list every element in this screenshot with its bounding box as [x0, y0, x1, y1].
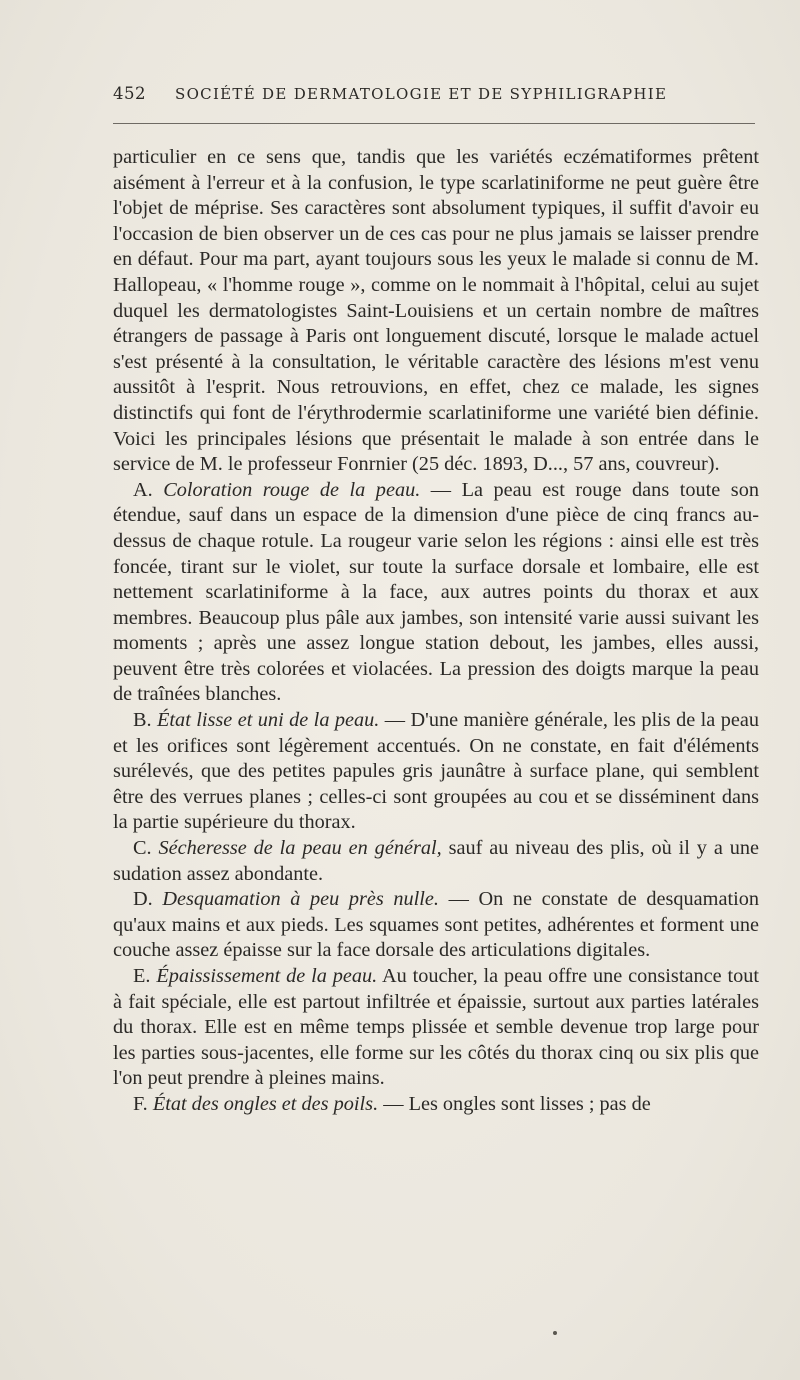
section-letter: E.: [133, 965, 151, 987]
section-f: [113, 1092, 759, 1118]
section-letter: B.: [133, 709, 152, 732]
section-title: État des ongles et des poils.: [152, 1092, 379, 1115]
header-rule: [113, 123, 755, 124]
section-text: — Les ongles sont lisses ; pas de: [378, 1092, 651, 1115]
section-title: Épaississement de la peau.: [156, 965, 378, 987]
section-title: Coloration rouge de la peau.: [163, 478, 421, 501]
section-b: [113, 708, 759, 836]
section-a: [113, 478, 759, 708]
page-number: 452: [113, 84, 146, 103]
section-text: Au toucher, la peau offre une consistance tout à fait spéciale, elle est partout infiltrée et épaissie, surtout aux parties latérales du thorax. Elle est en même temps plissée et semble devenue trop large pour les parties sous-jacentes, elle forme sur les côtés du thorax cinq ou six plis que l'on peut prendre à pleines mains.: [113, 965, 759, 1090]
section-title: Sécheresse de la peau en général,: [158, 837, 442, 860]
running-title: SOCIÉTÉ DE DERMATOLOGIE ET DE SYPHILIGRAPHIE: [175, 85, 668, 103]
ink-speck: [553, 1331, 557, 1335]
section-title: État lisse et uni de la peau.: [157, 709, 380, 732]
section-text: sauf au niveau des plis, où il y a une sudation assez abondante.: [113, 837, 759, 885]
section-letter: F.: [133, 1092, 148, 1115]
section-text: — On ne constate de desquamation qu'aux mains et aux pieds. Les squames sont petites, adhérentes et forment une couche assez épaisse sur la face dorsale des articulations digitales.: [113, 888, 759, 962]
section-letter: A.: [133, 478, 153, 501]
section-d: [113, 887, 759, 964]
section-letter: C.: [133, 837, 152, 860]
section-e: [113, 964, 759, 1092]
section-letter: D.: [133, 888, 153, 911]
page-header: [113, 84, 755, 110]
body-text: [113, 145, 759, 1118]
section-title: Desquamation à peu près nulle.: [162, 888, 439, 911]
section-c: [113, 836, 759, 887]
section-text: — La peau est rouge dans toute son étendue, sauf dans un espace de la dimension d'une pièce de cinq francs au-dessus de chaque rotule. La rougeur varie selon les régions : ainsi elle est très foncée, tirant sur le violet, sur toute la surface dorsale et lombaire, elle est nettement scarlatiniforme à la face, aux autres points du thorax et aux membres. Beaucoup plus pâle aux jambes, son intensité varie aussi suivant les moments ; après une assez longue station debout, les jambes, elles aussi, peuvent être très colorées et violacées. La pression des doigts marque la peau de traînées blanches.: [113, 478, 759, 706]
intro-paragraph: particulier en ce sens que, tandis que les variétés eczématiformes prêtent aisément à l'erreur et à la confusion, le type scarlatiniforme ne peut guère être l'objet de méprise. Ses caractères sont absolument typiques, il suffit d'avoir eu l'occasion de bien observer un de ces cas pour ne plus jamais se laisser prendre en défaut. Pour ma part, ayant toujours sous les yeux le malade si connu de M. Hallopeau, « l'homme rouge », comme on le nommait à l'hôpital, celui au sujet duquel les dermatologistes Saint-Louisiens et un certain nombre de maîtres étrangers de passage à Paris ont longuement discuté, lorsque le malade actuel s'est présenté à la consultation, le véritable caractère des lésions m'est venu aussitôt à l'esprit. Nous retrouvions, en effet, chez ce malade, les signes distinctifs qui font de l'érythrodermie scarlatiniforme une variété bien définie. Voici les principales lésions que présentait le malade à son entrée dans le service de M. le professeur Fonrnier (25 déc. 1893, D..., 57 ans, couvreur).: [113, 146, 759, 476]
section-text: — D'une manière générale, les plis de la peau et les orifices sont légèrement accentués. On ne constate, en fait d'éléments surélevés, que des petites papules gris jaunâtre à surface plane, qui semblent être des verrues planes ; celles-ci sont groupées au cou et se disséminent dans la partie supérieure du thorax.: [113, 709, 759, 834]
